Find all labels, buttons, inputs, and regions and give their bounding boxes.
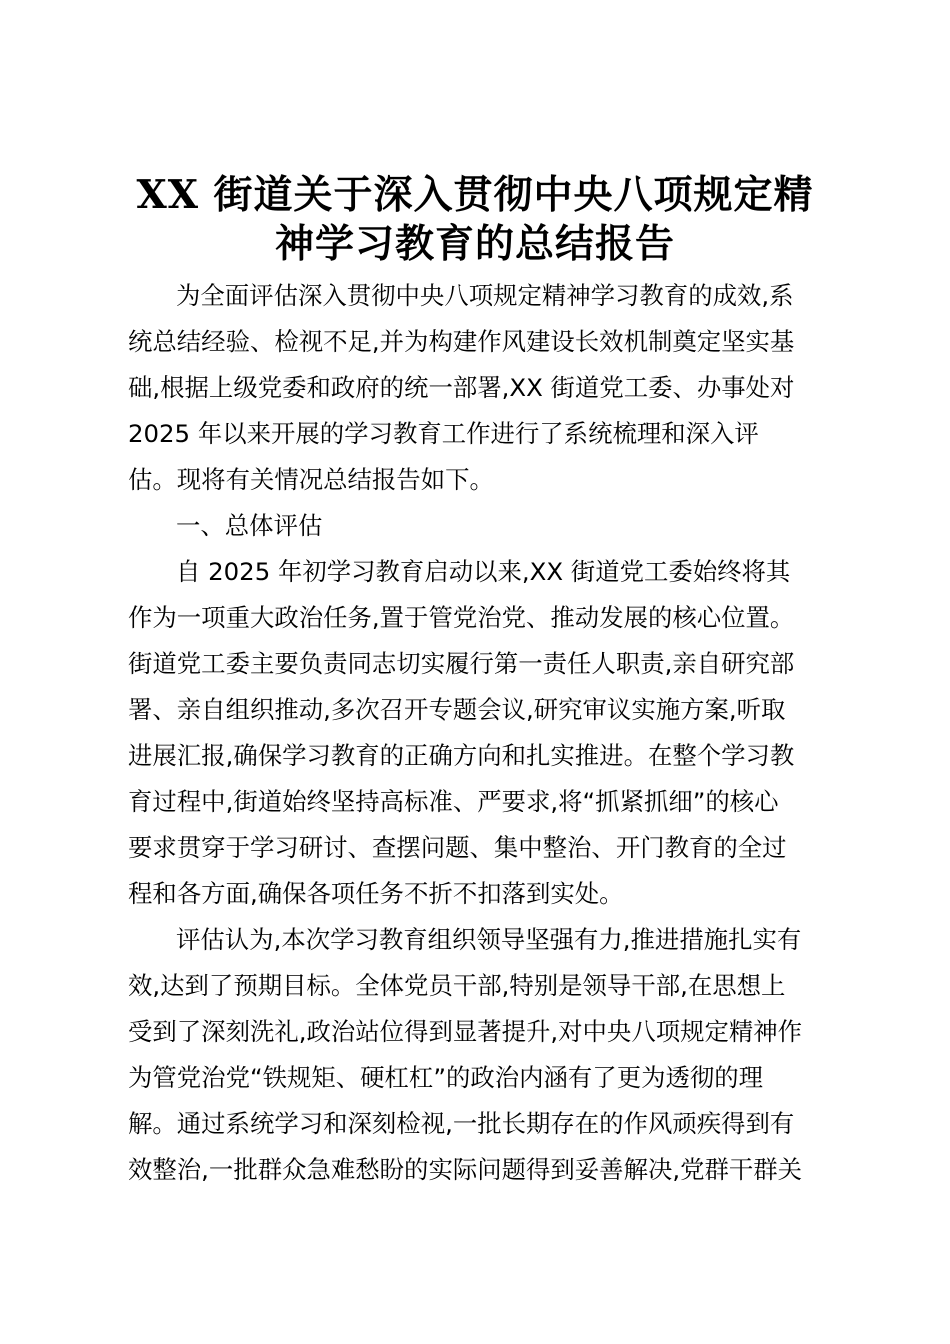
paragraph-line: 效整治,一批群众急难愁盼的实际问题得到妥善解决,党群干群关 — [128, 1155, 803, 1184]
paragraph-line: 育过程中,街道始终坚持高标准、严要求,将“抓紧抓细”的核心 — [128, 787, 779, 816]
paragraph-line: 作为一项重大政治任务,置于管党治党、推动发展的核心位置。 — [128, 603, 795, 632]
paragraph-line: 进展汇报,确保学习教育的正确方向和扎实推进。在整个学习教 — [128, 741, 795, 770]
paragraph-line: 估。现将有关情况总结报告如下。 — [128, 465, 494, 494]
paragraph-line: 自 2025 年初学习教育启动以来,XX 街道党工委始终将其 — [176, 557, 791, 586]
paragraph-line: 街道党工委主要负责同志切实履行第一责任人职责,亲自研究部 — [128, 649, 795, 678]
paragraph-line: 程和各方面,确保各项任务不折不扣落到实处。 — [128, 879, 624, 908]
paragraph-line: 受到了深刻洗礼,政治站位得到显著提升,对中央八项规定精神作 — [128, 1017, 803, 1046]
paragraph-line: 解。通过系统学习和深刻检视,一批长期存在的作风顽疾得到有 — [128, 1109, 795, 1138]
paragraph-line: 评估认为,本次学习教育组织领导坚强有力,推进措施扎实有 — [176, 925, 802, 954]
section-heading: 一、总体评估 — [176, 511, 323, 540]
paragraph-line: 统总结经验、检视不足,并为构建作风建设长效机制奠定坚实基 — [128, 327, 795, 356]
paragraph-line: 为全面评估深入贯彻中央八项规定精神学习教育的成效,系 — [176, 281, 794, 310]
paragraph-line: 要求贯穿于学习研讨、查摆问题、集中整治、开门教育的全过 — [128, 833, 787, 862]
document-title-line-1: XX 街道关于深入贯彻中央八项规定精 — [136, 172, 814, 218]
paragraph-line: 2025 年以来开展的学习教育工作进行了系统梳理和深入评 — [128, 419, 759, 448]
paragraph-line: 效,达到了预期目标。全体党员干部,特别是领导干部,在思想上 — [128, 971, 786, 1000]
paragraph-line: 署、亲自组织推动,多次召开专题会议,研究审议实施方案,听取 — [128, 695, 786, 724]
paragraph-line: 础,根据上级党委和政府的统一部署,XX 街道党工委、办事处对 — [128, 373, 795, 402]
paragraph-line: 为管党治党“铁规矩、硬杠杠”的政治内涵有了更为透彻的理 — [128, 1063, 764, 1092]
document-title-line-2: 神学习教育的总结报告 — [274, 221, 675, 267]
